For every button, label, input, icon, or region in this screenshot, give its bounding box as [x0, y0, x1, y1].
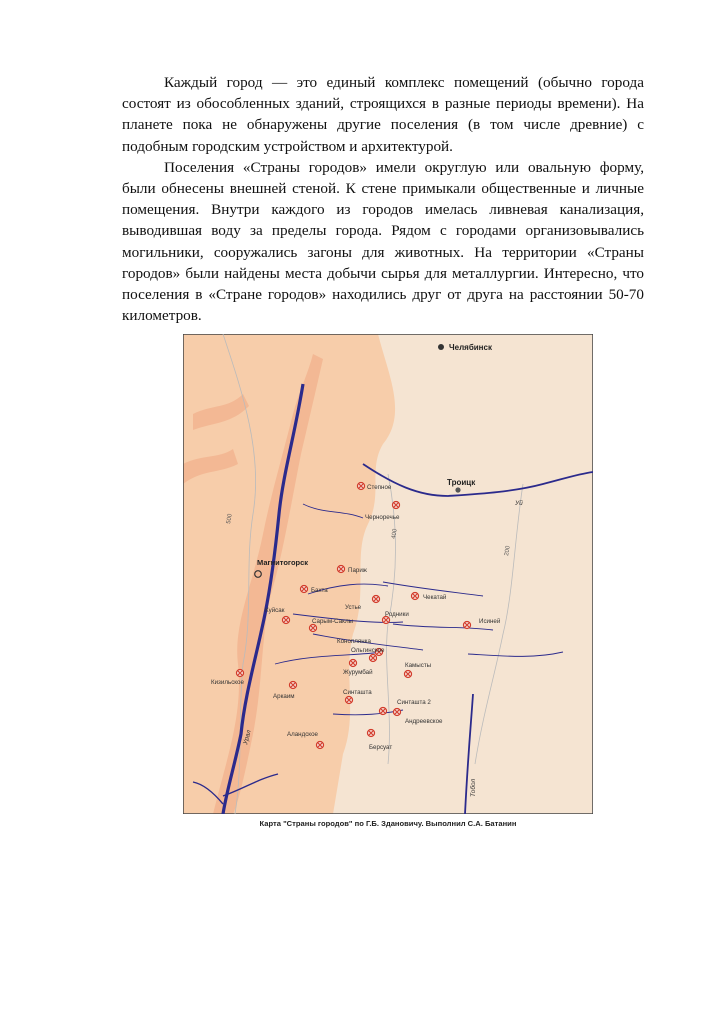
settlement-bakhta [300, 585, 328, 594]
contour-label-500: 500 [226, 513, 234, 525]
troitsk-marker [455, 487, 460, 492]
svg-text:Ольгинское: Ольгинское [351, 647, 385, 654]
svg-text:Сарым-Саклы: Сарым-Саклы [312, 618, 353, 625]
contour-label-200: 200 [504, 545, 512, 557]
river-label-ural: Урал [242, 729, 253, 746]
city-label-chelyabinsk: Челябинск [449, 343, 492, 352]
svg-text:Аландское: Аландское [287, 731, 318, 738]
svg-text:Куйсак: Куйсак [265, 607, 285, 614]
svg-text:Аркаим: Аркаим [273, 693, 295, 700]
svg-text:Черноречье: Черноречье [365, 514, 400, 521]
chelyabinsk-marker [438, 344, 444, 350]
settlement-chekatay [411, 592, 447, 601]
svg-text:Чекатай: Чекатай [423, 594, 447, 601]
svg-text:Камысты: Камысты [405, 662, 432, 669]
svg-text:Берсуат: Берсуат [369, 744, 393, 751]
contour-label-400: 400 [391, 528, 399, 540]
svg-text:Устье: Устье [345, 604, 362, 611]
svg-text:Коноплянка: Коноплянка [337, 638, 371, 645]
paragraph-2: Поселения «Страны городов» имели округлую или овальную форму, были обнесены внешней стеной. К стене примыкали общественные и личные помещения. Внутри каждого из городов имелась ливневая канализация, выводившая воду за пределы города. Рядом с городами организовывались могильники, сооружались загоны для животных. На территории «Страны городов» были найдены места добычи сырья для металлургии. Интересно, что поселения в «Стране городов» находились друг от друга на расстоянии 50-70 километров. [122, 158, 644, 325]
country-of-cities-map [183, 334, 593, 814]
river-label-tobol: Тобол [470, 778, 477, 797]
city-label-magnitogorsk: Магнитогорск [257, 558, 309, 567]
river-label-uy: Уй [515, 500, 523, 507]
svg-text:Париж: Париж [348, 567, 367, 574]
svg-text:Синташта: Синташта [343, 689, 372, 696]
settlement-parizh [337, 565, 367, 574]
svg-text:Бахта: Бахта [311, 587, 328, 594]
svg-text:Кизильское: Кизильское [211, 679, 244, 686]
svg-text:Журумбай: Журумбай [343, 669, 373, 676]
city-label-troitsk: Троицк [447, 478, 476, 487]
settlement-stepnoe [357, 482, 391, 491]
svg-text:Андреевское: Андреевское [405, 718, 443, 725]
svg-text:Исиней: Исиней [479, 618, 501, 625]
paragraph-1: Каждый город — это единый комплекс помещений (обычно города состоят из обособленных зданий, строящихся в разные периоды времени). На планете пока не обнаружены другие поселения (в том числе древние) с подобным городским устройством и архитектурой. [122, 74, 644, 155]
svg-text:Родники: Родники [385, 611, 409, 618]
svg-text:Синташта 2: Синташта 2 [397, 699, 431, 706]
map-caption: Карта "Страны городов" по Г.Б. Здановичу. Выполнил С.А. Батанин [259, 819, 517, 828]
body-text [122, 72, 644, 326]
svg-text:Степное: Степное [367, 484, 392, 491]
